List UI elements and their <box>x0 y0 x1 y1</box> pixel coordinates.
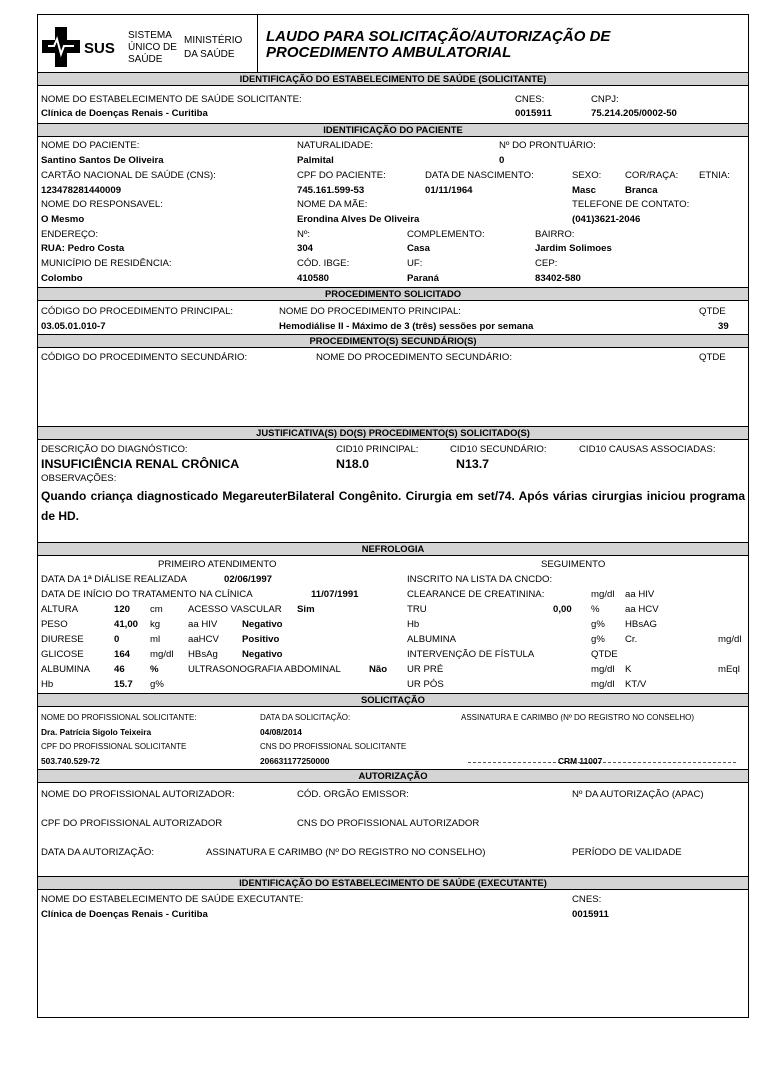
ibge-label: CÓD. IBGE: <box>297 258 350 269</box>
sol-cns-value: 206631177250000 <box>260 756 330 766</box>
sexo-value: Masc <box>572 185 596 196</box>
s-aahiv-label: aa HIV <box>625 589 655 600</box>
sec-nome-label: NOME DO PROCEDIMENTO SECUNDÁRIO: <box>316 352 512 363</box>
sol-cpf-value: 503.740.529-72 <box>41 756 100 766</box>
alb2-unit: g% <box>591 634 605 645</box>
sol-prof-value: Dra. Patrícia Sigolo Teixeira <box>41 727 152 737</box>
cpf-value: 745.161.599-53 <box>297 185 365 196</box>
cep-value: 83402-580 <box>535 273 581 284</box>
cep-label: CEP: <box>535 258 558 269</box>
s-ktv-label: KT/V <box>625 679 647 690</box>
end-label: ENDEREÇO: <box>41 229 99 240</box>
peso-label: PESO <box>41 619 68 630</box>
mae-value: Erondina Alves De Oliveira <box>297 214 420 225</box>
sol-data-label: DATA DA SOLICITAÇÃO: <box>260 713 351 722</box>
altura-unit: cm <box>150 604 163 615</box>
glicose-label: GLICOSE <box>41 649 84 660</box>
s-k-label: K <box>625 664 632 675</box>
section-solicitacao: SOLICITAÇÃO <box>38 693 748 707</box>
acesso-value: Sim <box>297 604 315 615</box>
section-paciente: IDENTIFICAÇÃO DO PACIENTE <box>38 123 748 137</box>
aut-prof-label: NOME DO PROFISSIONAL AUTORIZADOR: <box>41 789 235 800</box>
tel-label: TELEFONE DE CONTATO: <box>572 199 690 210</box>
aut-apac-label: Nº DA AUTORIZAÇÃO (APAC) <box>572 789 704 800</box>
ibge-value: 410580 <box>297 273 330 284</box>
cnes-label: CNES: <box>515 94 545 105</box>
saude-label: SAÚDE <box>128 54 163 65</box>
aut-periodo-label: PERÍODO DE VALIDADE <box>572 847 682 858</box>
exec-nome-value: Clínica de Doenças Renais - Curitiba <box>41 909 208 920</box>
dialise-label: DATA DA 1ª DIÁLISE REALIZADA <box>41 574 188 585</box>
albumina-unit: % <box>150 664 159 675</box>
cid-principal-value: N18.0 <box>336 457 370 471</box>
estab-nome-value: Clínica de Doenças Renais - Curitiba <box>41 108 208 119</box>
proc-nome-value: Hemodiálise II - Máximo de 3 (três) sessões por semana <box>279 321 534 332</box>
prontuario-label: Nº DO PRONTUÁRIO: <box>499 140 596 151</box>
sus-logo <box>40 17 254 69</box>
peso-unit: kg <box>150 619 161 630</box>
altura-value: 120 <box>114 604 131 615</box>
proc-nome-label: NOME DO PROCEDIMENTO PRINCIPAL: <box>279 306 461 317</box>
alb2-label: ALBUMINA <box>407 634 457 645</box>
bairro-value: Jardim Solimoes <box>535 243 612 254</box>
sec-qtde-label: QTDE <box>699 352 726 363</box>
cid-secundario-value: N13.7 <box>456 457 490 471</box>
cncdo-label: INSCRITO NA LISTA DA CNCDO: <box>407 574 553 585</box>
mun-value: Colombo <box>41 273 83 284</box>
section-nefrologia: NEFROLOGIA <box>38 542 748 556</box>
sexo-label: SEXO: <box>572 170 602 181</box>
tru-unit: % <box>591 604 600 615</box>
exec-nome-label: NOME DO ESTABELECIMENTO DE SAÚDE EXECUTANTE: <box>41 894 304 905</box>
aut-cpf-label: CPF DO PROFISSIONAL AUTORIZADOR <box>41 818 223 829</box>
resp-label: NOME DO RESPONSAVEL: <box>41 199 163 210</box>
sol-assinatura-label: ASSINATURA E CARIMBO (Nº DO REGISTRO NO CONSELHO) <box>461 713 695 722</box>
aahiv-label: aa HIV <box>188 619 218 630</box>
proc-cod-label: CÓDIGO DO PROCEDIMENTO PRINCIPAL: <box>41 306 234 317</box>
inicio-label: DATA DE INÍCIO DO TRATAMENTO NA CLÍNICA <box>41 589 253 600</box>
section-proc-secundarios: PROCEDIMENTO(S) SECUNDÁRIO(S) <box>38 334 748 348</box>
page-title <box>266 29 610 61</box>
tru-label: TRU <box>407 604 427 615</box>
cnes-value: 0015911 <box>515 108 552 119</box>
obs-label: OBSERVAÇÕES: <box>41 473 117 484</box>
da-saude-label: DA SAÚDE <box>184 49 235 60</box>
resp-value: O Mesmo <box>41 214 85 225</box>
section-proc-solicitado: PROCEDIMENTO SOLICITADO <box>38 287 748 301</box>
aahcv-label: aaHCV <box>188 634 219 645</box>
proc-qtde-label: QTDE <box>699 306 726 317</box>
glicose-unit: mg/dl <box>150 649 174 660</box>
diurese-label: DIURESE <box>41 634 84 645</box>
sec-cod-label: CÓDIGO DO PROCEDIMENTO SECUNDÁRIO: <box>41 352 248 363</box>
primeiro-atendimento: PRIMEIRO ATENDIMENTO <box>158 559 277 570</box>
estab-nome-label: NOME DO ESTABELECIMENTO DE SAÚDE SOLICITANTE: <box>41 94 302 105</box>
acesso-label: ACESSO VASCULAR <box>188 604 282 615</box>
naturalidade-value: Palmital <box>297 155 334 166</box>
clearance-label: CLEARANCE DE CREATININA: <box>407 589 545 600</box>
cid-causas-label: CID10 CAUSAS ASSOCIADAS: <box>579 444 716 455</box>
paciente-nome-label: NOME DO PACIENTE: <box>41 140 140 151</box>
bairro-label: BAIRRO: <box>535 229 575 240</box>
aut-data-label: DATA DA AUTORIZAÇÃO: <box>41 847 155 858</box>
section-autorizacao: AUTORIZAÇÃO <box>38 769 748 783</box>
fistula-unit: QTDE <box>591 649 618 660</box>
cnpj-label: CNPJ: <box>591 94 619 105</box>
sol-prof-label: NOME DO PROFISSIONAL SOLICITANTE: <box>41 713 197 722</box>
exec-cnes-label: CNES: <box>572 894 602 905</box>
s-aahcv-label: aa HCV <box>625 604 659 615</box>
seguimento: SEGUIMENTO <box>541 559 606 570</box>
num-value: 304 <box>297 243 314 254</box>
compl-value: Casa <box>407 243 430 254</box>
proc-cod-value: 03.05.01.010-7 <box>41 321 106 332</box>
naturalidade-label: NATURALIDADE: <box>297 140 374 151</box>
mun-label: MUNICÍPIO DE RESIDÊNCIA: <box>41 258 172 269</box>
title-separator <box>257 15 258 72</box>
hb2-label: Hb <box>407 619 420 630</box>
obs-value: Quando criança diagnosticado MegareuterBilateral Congênito. Cirurgia em set/74. Após várias cirurgias iniciou programa de HD. <box>41 489 745 523</box>
sistema-label: SISTEMA <box>128 30 172 41</box>
etnia-label: ETNIA: <box>699 170 730 181</box>
albumina-label: ALBUMINA <box>41 664 91 675</box>
sus-acronym: SUS <box>84 40 115 57</box>
section-estab-executante: IDENTIFICAÇÃO DO ESTABELECIMENTO DE SAÚDE (EXECUTANTE) <box>38 876 748 890</box>
s-hbsag-label: HBsAG <box>625 619 657 630</box>
sol-cpf-label: CPF DO PROFISSIONAL SOLICITANTE <box>41 742 187 751</box>
proc-qtde-value: 39 <box>718 321 729 332</box>
diurese-value: 0 <box>114 634 120 645</box>
clearance-unit: mg/dl <box>591 589 615 600</box>
dialise-value: 02/06/1997 <box>224 574 273 585</box>
aahcv-value: Positivo <box>242 634 280 645</box>
section-estab-solicitante: IDENTIFICAÇÃO DO ESTABELECIMENTO DE SAÚDE (SOLICITANTE) <box>38 72 748 86</box>
uf-label: UF: <box>407 258 423 269</box>
cns-label: CARTÃO NACIONAL DE SAÚDE (CNS): <box>41 170 216 181</box>
s-k-unit: mEql <box>718 664 740 675</box>
usg-value: Não <box>369 664 388 675</box>
usg-label: ULTRASONOGRAFIA ABDOMINAL <box>188 664 341 675</box>
sol-crm-value: CRM 11007 <box>558 756 603 766</box>
hb2-unit: g% <box>591 619 605 630</box>
glicose-value: 164 <box>114 649 131 660</box>
diurese-unit: ml <box>150 634 161 645</box>
nasc-value: 01/11/1964 <box>425 185 473 196</box>
paciente-nome-value: Santino Santos De Oliveira <box>41 155 164 166</box>
unico-label: ÚNICO DE <box>128 42 177 53</box>
urpos-label: UR PÓS <box>407 679 444 690</box>
tel-value: (041)3621-2046 <box>572 214 641 225</box>
section-justificativa: JUSTIFICATIVA(S) DO(S) PROCEDIMENTO(S) SOLICITADO(S) <box>38 426 748 440</box>
s-cr-label: Cr. <box>625 634 638 645</box>
uf-value: Paraná <box>407 273 439 284</box>
cns-value: 123478281440009 <box>41 185 122 196</box>
hbsag-value: Negativo <box>242 649 283 660</box>
fistula-label: INTERVENÇÃO DE FÍSTULA <box>407 649 535 660</box>
aahiv-value: Negativo <box>242 619 283 630</box>
hbsag-label: HBsAg <box>188 649 218 660</box>
cor-value: Branca <box>625 185 658 196</box>
title-line-2: PROCEDIMENTO AMBULATORIAL <box>266 44 512 61</box>
cpf-label: CPF DO PACIENTE: <box>297 170 386 181</box>
diag-value: INSUFICIÊNCIA RENAL CRÔNICA <box>41 457 240 471</box>
cnpj-value: 75.214.205/0002-50 <box>591 108 677 119</box>
urpre-label: UR PRÉ <box>407 664 444 675</box>
aut-orgao-label: CÓD. ORGÃO EMISSOR: <box>297 789 409 800</box>
hb-value: 15.7 <box>114 679 133 690</box>
aut-cns-label: CNS DO PROFISSIONAL AUTORIZADOR <box>297 818 480 829</box>
title-line-1: LAUDO PARA SOLICITAÇÃO/AUTORIZAÇÃO DE <box>266 28 611 45</box>
prontuario-value: 0 <box>499 155 505 166</box>
urpre-unit: mg/dl <box>591 664 615 675</box>
sol-cns-label: CNS DO PROFISSIONAL SOLICITANTE <box>260 742 407 751</box>
cid-principal-label: CID10 PRINCIPAL: <box>336 444 419 455</box>
peso-value: 41,00 <box>114 619 139 630</box>
sus-cross-icon <box>42 27 80 67</box>
cor-label: COR/RAÇA: <box>625 170 679 181</box>
hb-label: Hb <box>41 679 54 690</box>
inicio-value: 11/07/1991 <box>311 589 359 600</box>
sol-data-value: 04/08/2014 <box>260 727 302 737</box>
cid-secundario-label: CID10 SECUNDÁRIO: <box>450 444 547 455</box>
diag-label: DESCRIÇÃO DO DIAGNÓSTICO: <box>41 444 188 455</box>
urpos-unit: mg/dl <box>591 679 615 690</box>
hb-unit: g% <box>150 679 164 690</box>
num-label: Nº: <box>297 229 311 240</box>
nasc-label: DATA DE NASCIMENTO: <box>425 170 534 181</box>
laudo-form <box>37 14 749 1018</box>
altura-label: ALTURA <box>41 604 79 615</box>
mae-label: NOME DA MÃE: <box>297 199 368 210</box>
s-cr-unit: mg/dl <box>718 634 742 645</box>
exec-cnes-value: 0015911 <box>572 909 609 920</box>
albumina-value: 46 <box>114 664 125 675</box>
tru-value: 0,00 <box>553 604 572 615</box>
ministerio-label: MINISTÉRIO <box>184 35 243 46</box>
compl-label: COMPLEMENTO: <box>407 229 485 240</box>
aut-assinatura-label: ASSINATURA E CARIMBO (Nº DO REGISTRO NO CONSELHO) <box>206 847 486 858</box>
end-value: RUA: Pedro Costa <box>41 243 125 254</box>
